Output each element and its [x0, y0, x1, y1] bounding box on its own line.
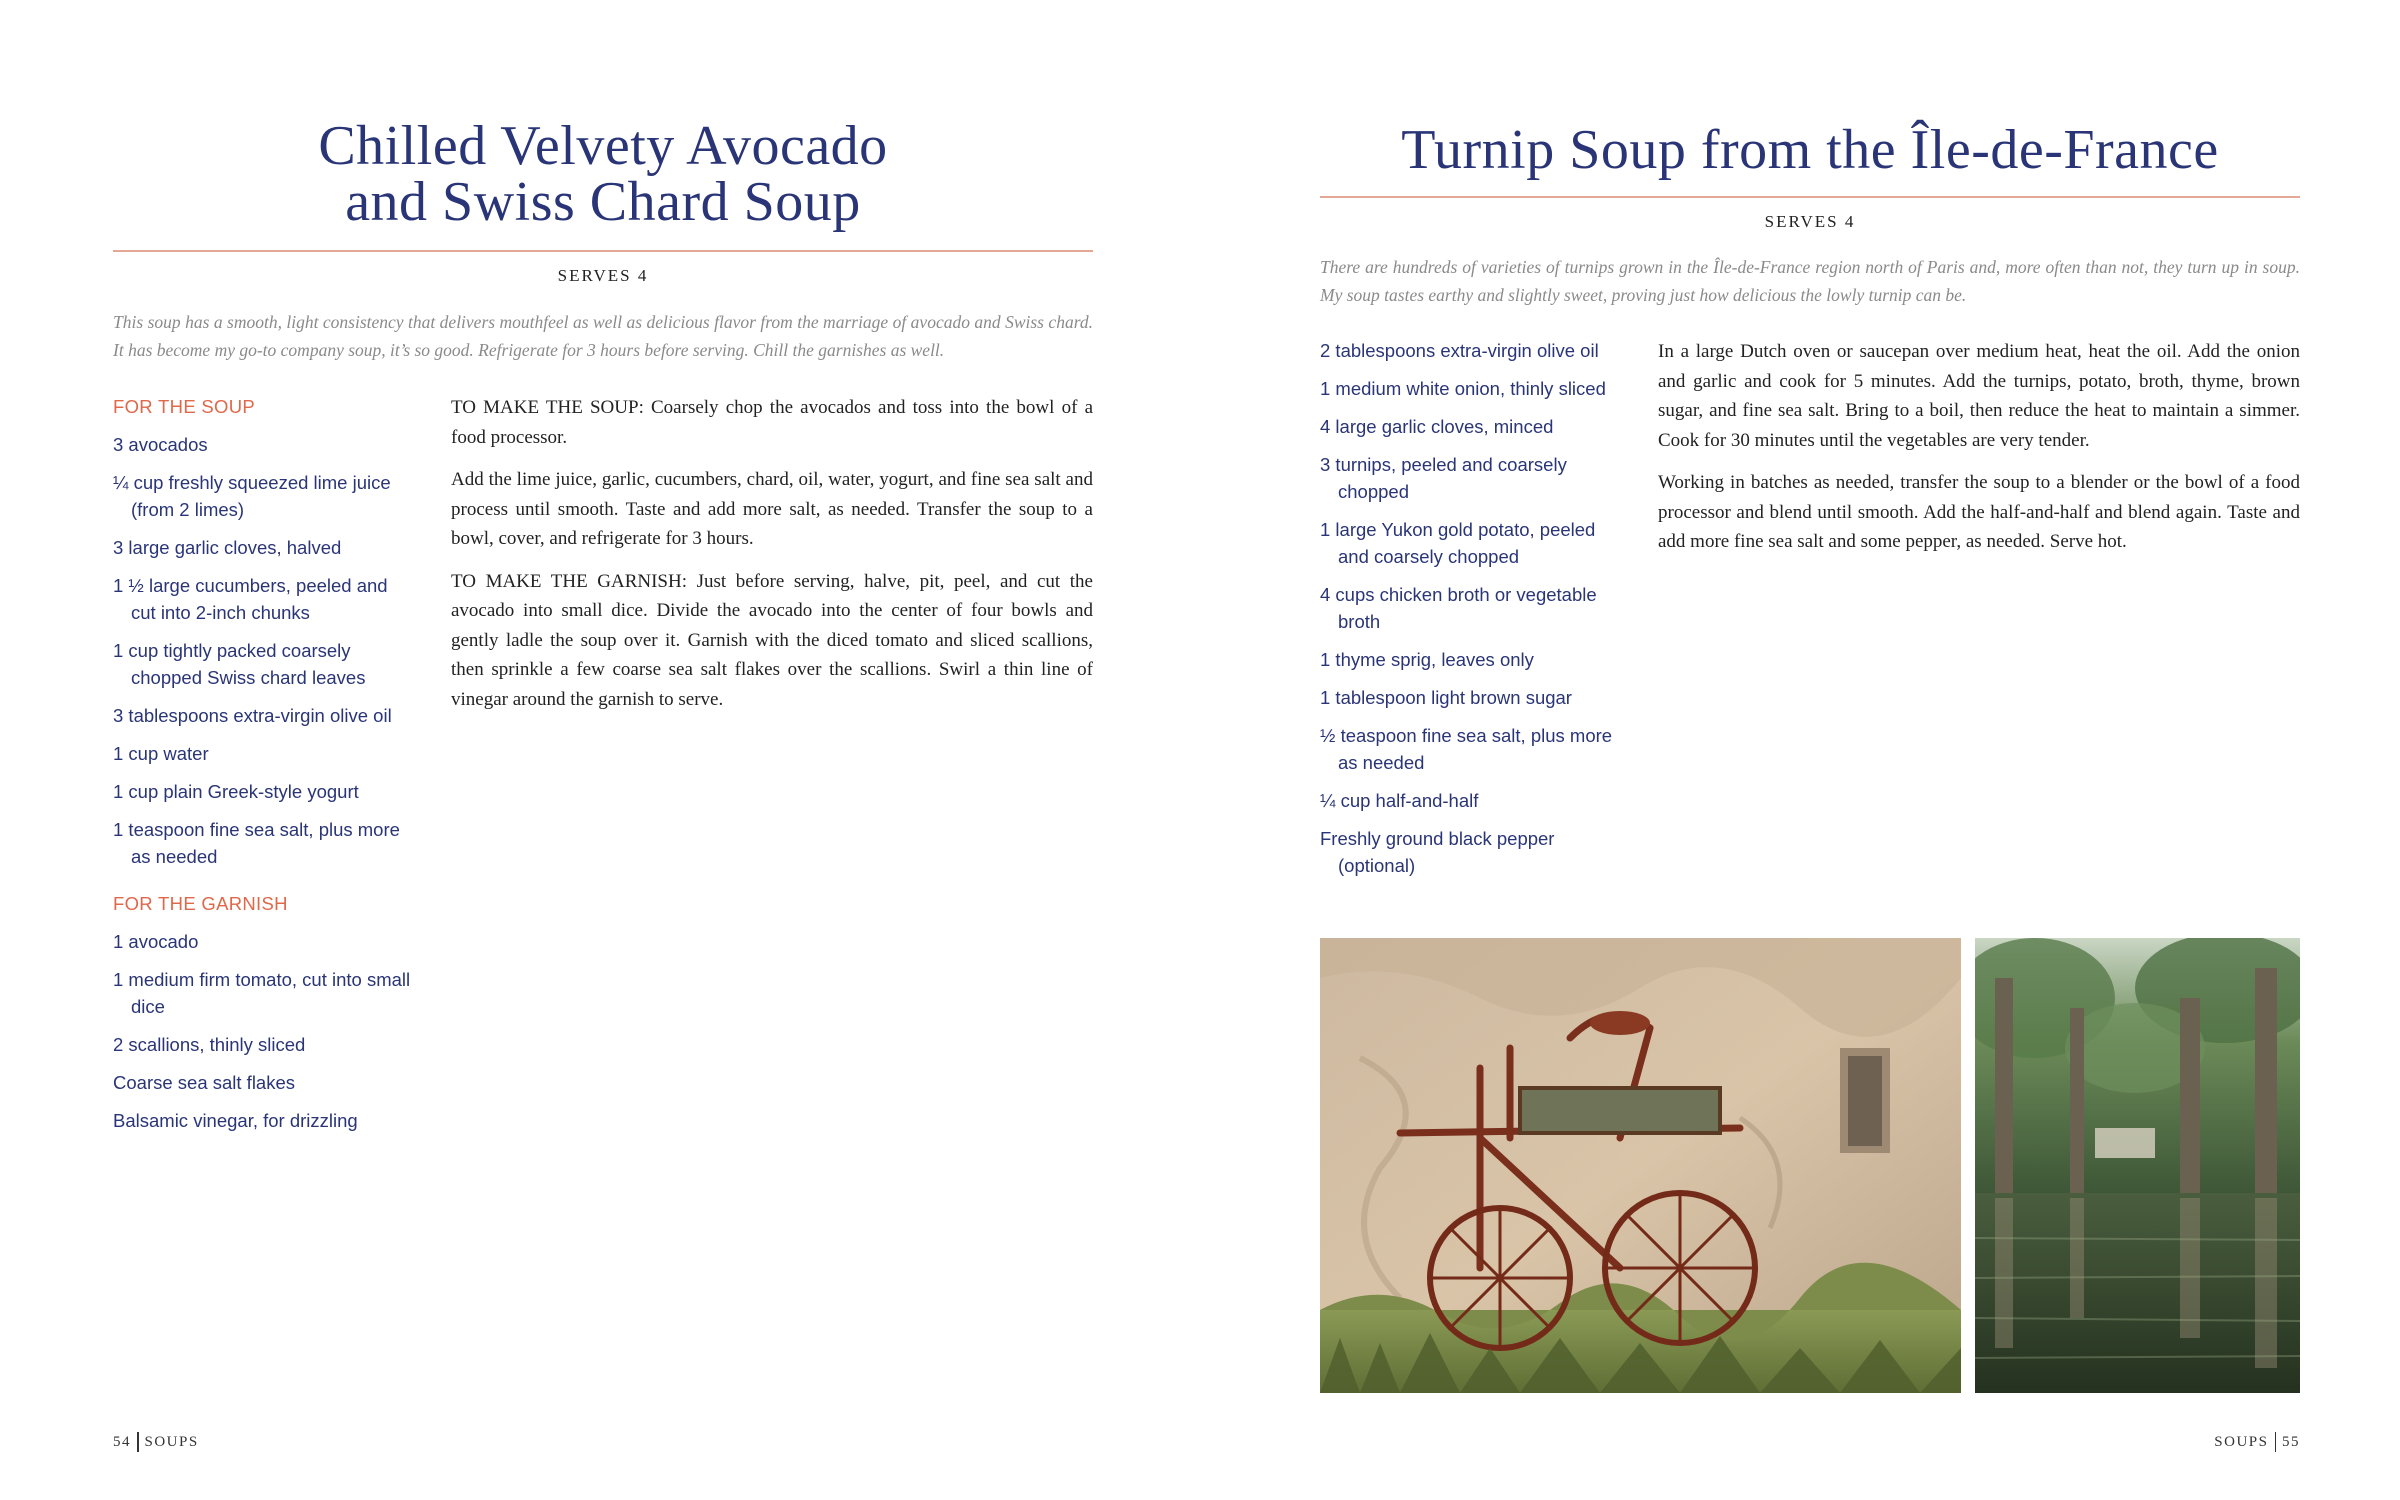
- footer-divider: [2275, 1432, 2277, 1452]
- ingredient-item: 4 large garlic cloves, minced: [1320, 416, 1554, 437]
- ingredient-list: [1320, 337, 1625, 890]
- photo-trees-reflection: [1975, 938, 2300, 1393]
- ingredient-item: 1 ½ large cucumbers, peeled and cut into 2-inch chunks: [113, 575, 388, 623]
- ingredient-item: 2 scallions, thinly sliced: [113, 1034, 306, 1055]
- ingredient-list: [113, 393, 413, 1145]
- ingredient-item: 3 large garlic cloves, halved: [113, 537, 342, 558]
- trees-pond-illustration: [1975, 938, 2300, 1393]
- method-paragraph: In a large Dutch oven or saucepan over medium heat, heat the oil. Add the onion and garlic and cook for 5 minutes. Add the turnips, potato, broth, thyme, brown sugar, and fine sea salt. Bring to a boil, then reduce the heat to maintain a simmer. Cook for 30 minutes until the vegetables are very tender.: [1658, 341, 2300, 451]
- ingredient-item: 1 medium firm tomato, cut into small dice: [113, 969, 411, 1017]
- garnish-ingredients-heading: FOR THE GARNISH: [113, 893, 288, 914]
- ingredient-item: 1 cup water: [113, 743, 209, 764]
- method-text: [1658, 337, 2300, 570]
- ingredient-item: 1 large Yukon gold potato, peeled and coarsely chopped: [1320, 519, 1596, 567]
- footer-divider: [137, 1432, 139, 1452]
- ingredient-item: 1 thyme sprig, leaves only: [1320, 649, 1534, 670]
- page-number: 55: [2282, 1433, 2300, 1450]
- title-line-2: and Swiss Chard Soup: [345, 171, 861, 233]
- recipe-intro: This soup has a smooth, light consistency that delivers mouthfeel as well as delicious flavor from the marriage of avocado and Swiss chard. It has become my go-to company soup, it’s so good. Refrigerate for 3 hours before serving. Chill the garnishes as well.: [113, 312, 1093, 360]
- ingredient-item: ½ teaspoon fine sea salt, plus more as needed: [1320, 725, 1613, 773]
- ingredient-item: 1 avocado: [113, 931, 199, 952]
- title-line-1: Chilled Velvety Avocado: [318, 115, 888, 177]
- ingredient-item: 2 tablespoons extra-virgin olive oil: [1320, 340, 1599, 361]
- ingredient-item: Coarse sea salt flakes: [113, 1072, 296, 1093]
- ingredient-item: 3 turnips, peeled and coarsely chopped: [1320, 454, 1567, 502]
- recipe-title: Turnip Soup from the Île-de-France: [1401, 119, 2219, 181]
- method-paragraph: Add the lime juice, garlic, cucumbers, chard, oil, water, yogurt, and fine sea salt and process until smooth. Taste and add more salt, as needed. Transfer the soup to a bowl, cover, and refrigerate for 3 hours.: [451, 469, 1093, 549]
- page-number: 54: [113, 1433, 131, 1450]
- ingredient-item: Freshly ground black pepper (optional): [1320, 828, 1555, 876]
- recipe-title: [113, 115, 1093, 233]
- serves-label: SERVES 4: [1764, 212, 1856, 231]
- ingredient-item: 3 tablespoons extra-virgin olive oil: [113, 705, 392, 726]
- farm-cart-illustration: [1320, 938, 1961, 1393]
- ingredient-item: 1 tablespoon light brown sugar: [1320, 687, 1572, 708]
- ingredient-item: 4 cups chicken broth or vegetable broth: [1320, 584, 1597, 632]
- section-label: SOUPS: [2214, 1433, 2269, 1450]
- method-paragraph: Working in batches as needed, transfer the soup to a blender or the bowl of a food processor and blend until smooth. Add the half-and-half and blend again. Taste and add more fine sea salt and some pepper, as needed. Serve hot.: [1658, 472, 2300, 552]
- ingredient-item: ¼ cup freshly squeezed lime juice (from 2 limes): [113, 472, 391, 520]
- ingredient-item: 1 cup tightly packed coarsely chopped Swiss chard leaves: [113, 640, 366, 688]
- ingredient-item: 3 avocados: [113, 434, 208, 455]
- method-paragraph: TO MAKE THE GARNISH: Just before serving, halve, pit, peel, and cut the avocado into small dice. Divide the avocado into the center of four bowls and gently ladle the soup over it. Garnish with the diced tomato and sliced scallions, then sprinkle a few coarse sea salt flakes over the scallions. Swirl a thin line of vinegar around the garnish to serve.: [451, 570, 1093, 710]
- ingredient-item: ¼ cup half-and-half: [1320, 790, 1479, 811]
- method-text: [451, 393, 1093, 727]
- right-page: [1200, 0, 2400, 1500]
- serves-label: SERVES 4: [557, 266, 649, 285]
- recipe-intro: There are hundreds of varieties of turnips grown in the Île-de-France region north of Paris and, more often than not, they turn up in soup. My soup tastes earthy and slightly sweet, proving just how delicious the lowly turnip can be.: [1320, 257, 2300, 305]
- page-footer: [113, 1432, 199, 1452]
- soup-ingredients-heading: FOR THE SOUP: [113, 396, 256, 417]
- page-footer: [2214, 1432, 2300, 1452]
- method-paragraph: TO MAKE THE SOUP: Coarsely chop the avocados and toss into the bowl of a food processor.: [451, 397, 1093, 448]
- title-rule: [113, 250, 1093, 252]
- section-label: SOUPS: [144, 1433, 199, 1450]
- photo-rusty-farm-cart: [1320, 938, 1961, 1393]
- ingredient-item: 1 cup plain Greek-style yogurt: [113, 781, 359, 802]
- ingredient-item: 1 medium white onion, thinly sliced: [1320, 378, 1606, 399]
- ingredient-item: Balsamic vinegar, for drizzling: [113, 1110, 358, 1131]
- ingredient-item: 1 teaspoon fine sea salt, plus more as needed: [113, 819, 400, 867]
- title-rule: [1320, 196, 2300, 198]
